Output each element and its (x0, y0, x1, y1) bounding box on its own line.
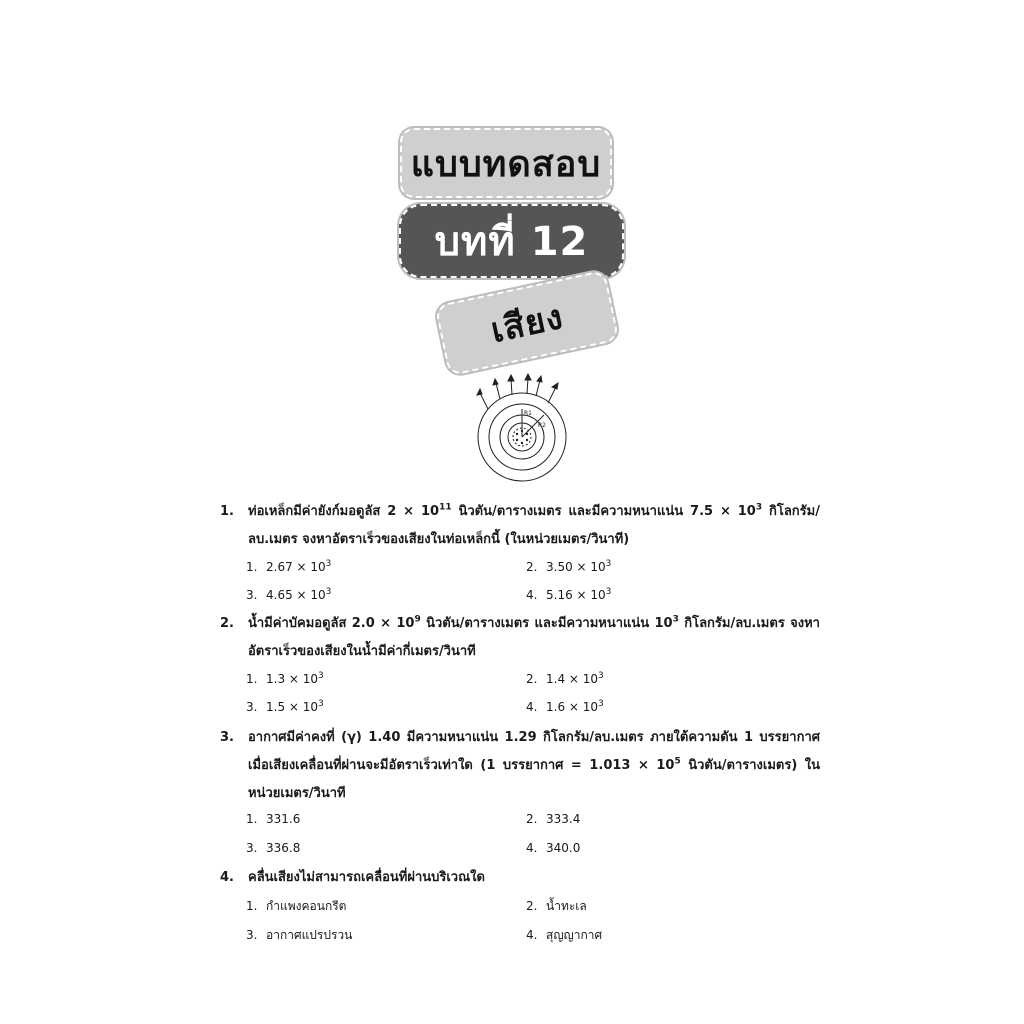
option-4[interactable]: 4. $5.16 \times 10^3$ (526, 587, 612, 602)
option-4[interactable]: 4. สุญญากาศ (526, 928, 603, 942)
question-text: ท่อเหล็กมีค่ายังก์มอดูลัส $2 \times 10^{11}$ นิวตัน/ตารางเมตร และมีความหนาแน่น $7.5 \times 10^3$ กิโลกรัม/ลบ.เมตร จงหาอัตราเร็วของเสียงในท่อเหล็กนี้ (ในหน่วยเมตร/วินาที) (248, 502, 820, 547)
question-text: คลื่นเสียงไม่สามารถเคลื่อนที่ผ่านบริเวณใด (248, 870, 485, 885)
option-1[interactable]: 1. 331.6 (246, 812, 301, 826)
option-1[interactable]: 1. กำแพงคอนกรีต (246, 899, 347, 913)
sound-wave-diagram (472, 373, 572, 485)
option-2[interactable]: 2. 333.4 (526, 812, 581, 826)
option-1[interactable]: 1. $2.67 \times 10^3$ (246, 559, 332, 574)
option-4[interactable]: 4. $1.6 \times 10^3$ (526, 699, 604, 714)
option-3[interactable]: 3. $4.65 \times 10^3$ (246, 587, 332, 602)
r1-label: R1 (524, 410, 532, 417)
chapter-banner (399, 204, 624, 278)
question-2 (220, 610, 820, 666)
question-number: 3. (220, 730, 234, 745)
question-3 (220, 724, 820, 808)
option-1[interactable]: 1. $1.3 \times 10^3$ (246, 671, 324, 686)
question-text: อากาศมีค่าคงที่ (γ) 1.40 มีความหนาแน่น 1.29 กิโลกรัม/ลบ.เมตร ภายใต้ความดัน 1 บรรยากาศ เมื่อเสียงเคลื่อนที่ผ่านจะมีอัตราเร็วเท่าใด (1 บรรยากาศ = $1.013 \times 10^5$ นิวตัน/ตารางเมตร) ในหน่วยเมตร/วินาที (248, 730, 820, 801)
option-2[interactable]: 2. น้ำทะเล (526, 899, 587, 913)
option-2[interactable]: 2. $1.4 \times 10^3$ (526, 671, 604, 686)
option-3[interactable]: 3. 336.8 (246, 841, 301, 855)
outward-arrows (477, 374, 558, 409)
option-2[interactable]: 2. $3.50 \times 10^3$ (526, 559, 612, 574)
question-4 (220, 864, 820, 892)
option-3[interactable]: 3. อากาศแปรปรวน (246, 928, 353, 942)
option-4[interactable]: 4. 340.0 (526, 841, 581, 855)
question-text: น้ำมีค่าบัคมอดูลัส $2.0 \times 10^9$ นิวตัน/ตารางเมตร และมีความหนาแน่น $10^3$ กิโลกรัม/ลบ.เมตร จงหาอัตราเร็วของเสียงในน้ำมีค่ากี่เมตร/วินาที (248, 614, 820, 659)
chapter-label: บทที่ 12 (434, 219, 589, 265)
option-3[interactable]: 3. $1.5 \times 10^3$ (246, 699, 324, 714)
question-number: 1. (220, 504, 234, 519)
topic-banner (434, 270, 619, 377)
r2-label: R2 (538, 422, 546, 429)
topic-label: เสียง (487, 296, 568, 352)
test-title: แบบทดสอบ (410, 143, 602, 185)
question-number: 2. (220, 616, 234, 631)
question-1 (220, 498, 820, 554)
question-number: 4. (220, 870, 234, 885)
test-title-banner (400, 128, 612, 198)
